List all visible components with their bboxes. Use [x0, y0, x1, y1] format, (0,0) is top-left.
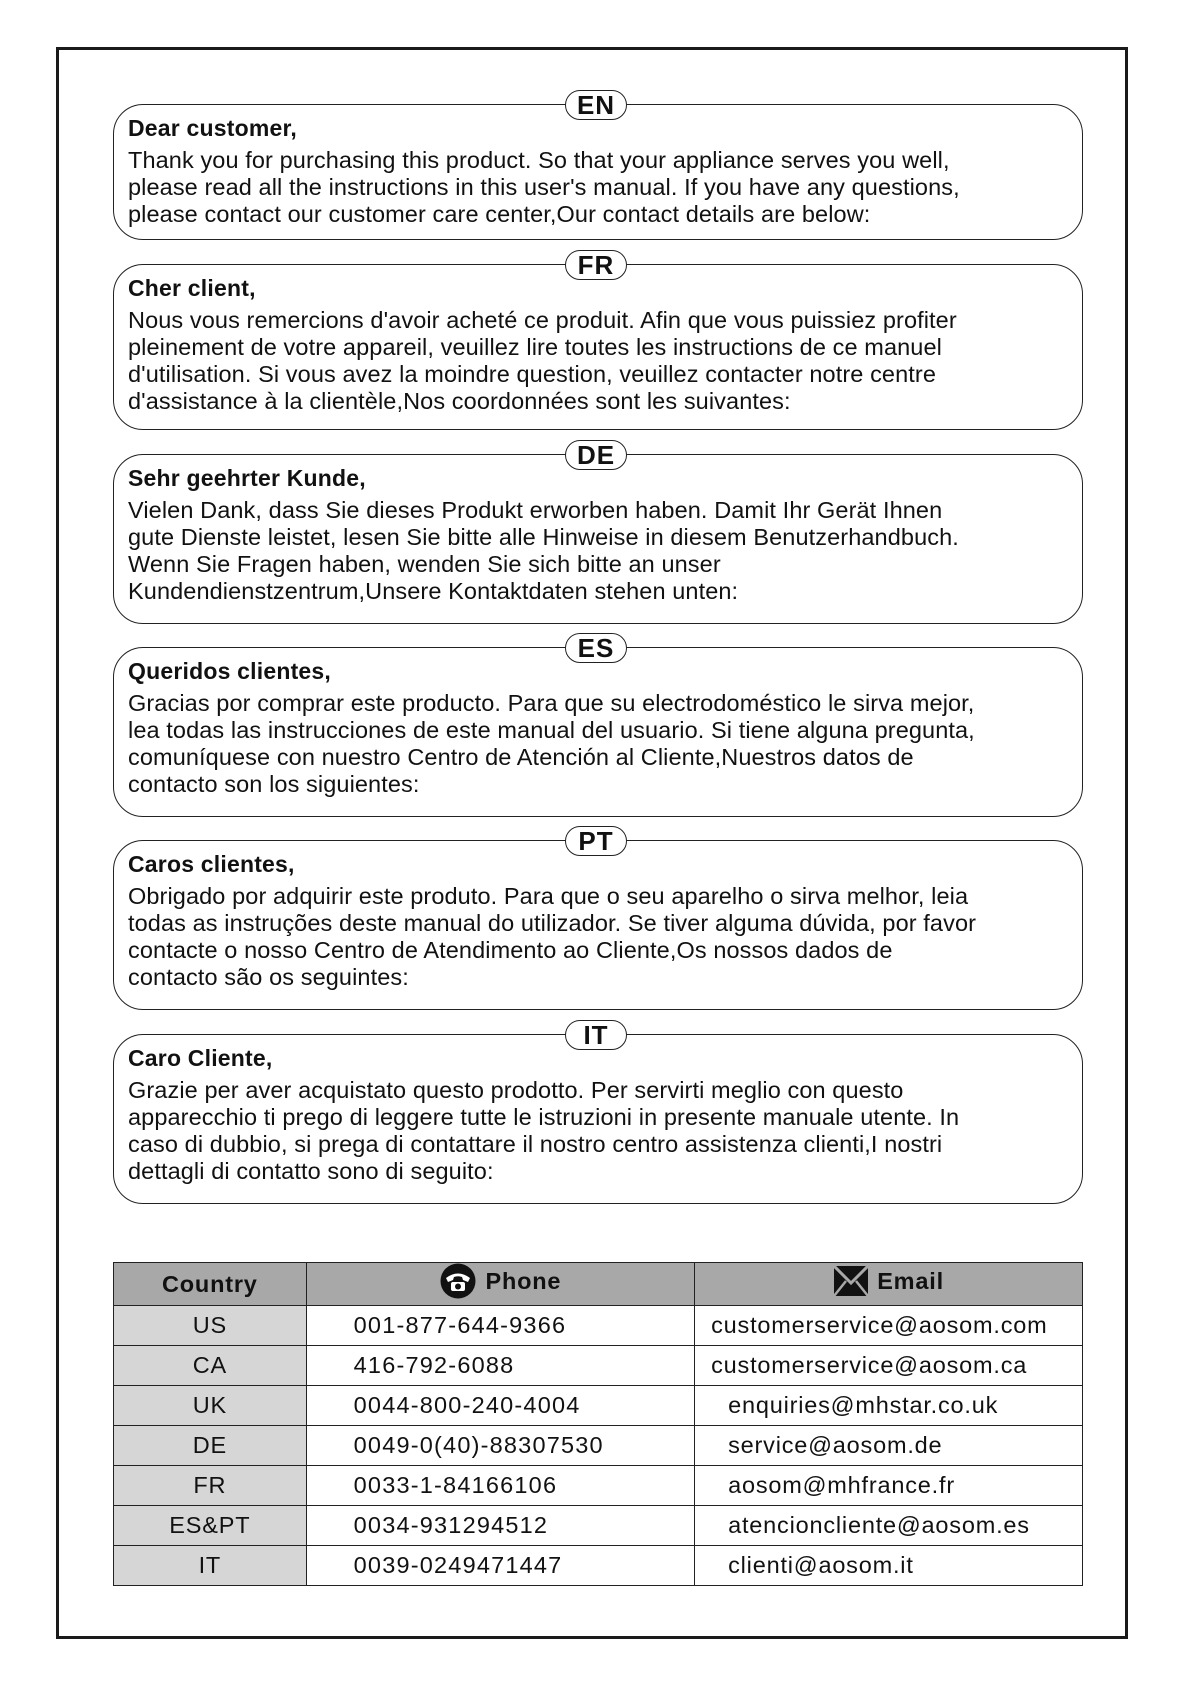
body-line: d'utilisation. Si vous avez la moindre question, veuillez contacter notre centre — [128, 361, 936, 387]
section-fr — [113, 264, 1083, 430]
email-cell[interactable]: customerservice@aosom.com — [695, 1306, 1083, 1346]
country-cell: ES&PT — [114, 1506, 307, 1546]
phone-header-label: Phone — [485, 1267, 562, 1294]
phone-cell: 0044-800-240-4004 — [306, 1386, 694, 1426]
section-body — [128, 307, 1068, 415]
body-line: caso di dubbio, si prega di contattare il nostro centro assistenza clienti,I nostri — [128, 1131, 943, 1157]
table-row — [114, 1346, 1083, 1386]
section-body — [128, 883, 1068, 991]
section-body — [128, 147, 1068, 228]
country-cell: FR — [114, 1466, 307, 1506]
contact-table — [113, 1262, 1083, 1586]
body-line: Nous vous remercions d'avoir acheté ce produit. Afin que vous puissiez profiter — [128, 307, 957, 333]
country-cell: CA — [114, 1346, 307, 1386]
section-body — [128, 497, 1068, 605]
table-header-row — [114, 1263, 1083, 1306]
phone-cell: 0033-1-84166106 — [306, 1466, 694, 1506]
email-cell[interactable]: aosom@mhfrance.fr — [695, 1466, 1083, 1506]
country-cell: DE — [114, 1426, 307, 1466]
language-tag-es: ES — [565, 633, 627, 663]
body-line: Obrigado por adquirir este produto. Para que o seu aparelho o sirva melhor, leia — [128, 883, 969, 909]
phone-cell: 0039-0249471447 — [306, 1546, 694, 1586]
country-cell: IT — [114, 1546, 307, 1586]
body-line: pleinement de votre appareil, veuillez lire toutes les instructions de ce manuel — [128, 334, 942, 360]
body-line: d'assistance à la clientèle,Nos coordonnées sont les suivantes: — [128, 388, 791, 414]
phone-header — [306, 1263, 694, 1306]
section-es — [113, 647, 1083, 817]
email-header-label: Email — [877, 1267, 944, 1294]
email-cell[interactable]: customerservice@aosom.ca — [695, 1346, 1083, 1386]
table-row — [114, 1546, 1083, 1586]
body-line: please read all the instructions in this user's manual. If you have any questions, — [128, 174, 960, 200]
body-line: Kundendienstzentrum,Unsere Kontaktdaten stehen unten: — [128, 578, 739, 604]
telephone-icon — [439, 1263, 477, 1299]
table-row — [114, 1466, 1083, 1506]
body-line: todas as instruções deste manual do utilizador. Se tiver alguma dúvida, por favor — [128, 910, 977, 936]
section-it — [113, 1034, 1083, 1204]
section-en — [113, 104, 1083, 240]
country-cell: US — [114, 1306, 307, 1346]
greeting: Cher client, — [128, 275, 256, 301]
language-tag-it: IT — [565, 1020, 627, 1050]
body-line: Grazie per aver acquistato questo prodotto. Per servirti meglio con questo — [128, 1077, 904, 1103]
email-header — [695, 1263, 1083, 1306]
body-line: comuníquese con nuestro Centro de Atención al Cliente,Nuestros datos de — [128, 744, 914, 770]
email-cell[interactable]: service@aosom.de — [695, 1426, 1083, 1466]
greeting: Caros clientes, — [128, 851, 295, 877]
greeting: Queridos clientes, — [128, 658, 331, 684]
body-line: Wenn Sie Fragen haben, wenden Sie sich bitte an unser — [128, 551, 721, 577]
email-cell[interactable]: atencioncliente@aosom.es — [695, 1506, 1083, 1546]
envelope-icon — [833, 1265, 869, 1297]
body-line: Thank you for purchasing this product. So that your appliance serves you well, — [128, 147, 950, 173]
email-cell[interactable]: enquiries@mhstar.co.uk — [695, 1386, 1083, 1426]
body-line: contacto são os seguintes: — [128, 964, 409, 990]
section-body — [128, 690, 1068, 798]
greeting: Caro Cliente, — [128, 1045, 273, 1071]
body-line: Vielen Dank, dass Sie dieses Produkt erworben haben. Damit Ihr Gerät Ihnen — [128, 497, 943, 523]
body-line: contacto son los siguientes: — [128, 771, 420, 797]
table-row — [114, 1426, 1083, 1466]
body-line: gute Dienste leistet, lesen Sie bitte alle Hinweise in diesem Benutzerhandbuch. — [128, 524, 959, 550]
language-tag-pt: PT — [565, 826, 627, 856]
phone-cell: 0049-0(40)-88307530 — [306, 1426, 694, 1466]
phone-cell: 416-792-6088 — [306, 1346, 694, 1386]
section-body — [128, 1077, 1068, 1185]
body-line: Gracias por comprar este producto. Para que su electrodoméstico le sirva mejor, — [128, 690, 975, 716]
section-de — [113, 454, 1083, 624]
body-line: dettagli di contatto sono di seguito: — [128, 1158, 494, 1184]
section-pt — [113, 840, 1083, 1010]
table-row — [114, 1506, 1083, 1546]
greeting: Sehr geehrter Kunde, — [128, 465, 366, 491]
table-row — [114, 1306, 1083, 1346]
country-header: Country — [114, 1263, 307, 1306]
language-tag-de: DE — [565, 440, 627, 470]
body-line: contacte o nosso Centro de Atendimento ao Cliente,Os nossos dados de — [128, 937, 893, 963]
language-tag-fr: FR — [565, 250, 627, 280]
language-tag-en: EN — [565, 90, 627, 120]
phone-cell: 0034-931294512 — [306, 1506, 694, 1546]
email-cell[interactable]: clienti@aosom.it — [695, 1546, 1083, 1586]
phone-cell: 001-877-644-9366 — [306, 1306, 694, 1346]
greeting: Dear customer, — [128, 115, 297, 141]
table-row — [114, 1386, 1083, 1426]
country-cell: UK — [114, 1386, 307, 1426]
body-line: please contact our customer care center,Our contact details are below: — [128, 201, 871, 227]
body-line: apparecchio ti prego di leggere tutte le istruzioni in presente manuale utente. In — [128, 1104, 960, 1130]
body-line: lea todas las instrucciones de este manual del usuario. Si tiene alguna pregunta, — [128, 717, 975, 743]
